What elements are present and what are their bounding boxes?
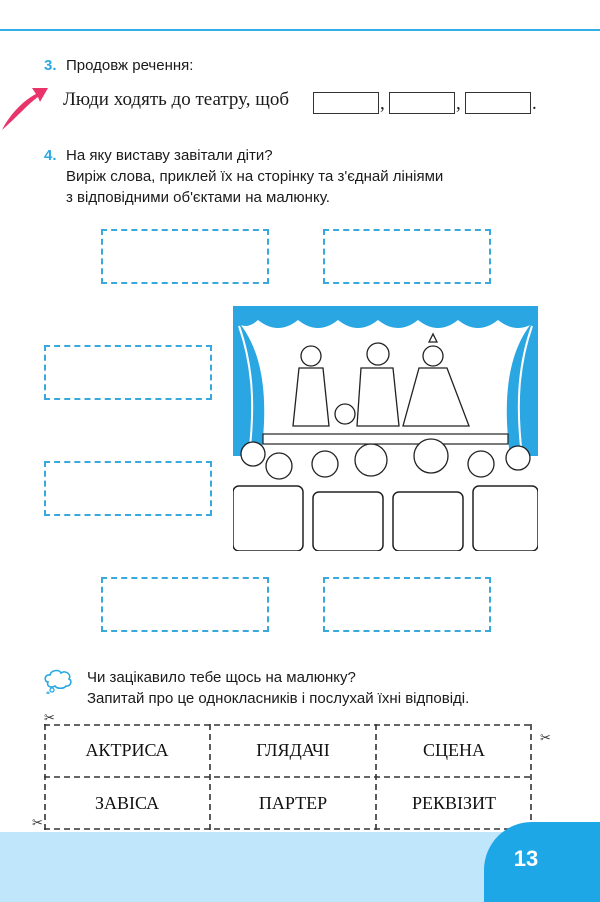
task-4-question: На яку виставу завітали діти? <box>66 147 273 164</box>
word-card-curtain[interactable]: ЗАВІСА <box>94 793 160 813</box>
thought-cloud-icon <box>42 668 74 694</box>
paste-box-4[interactable] <box>44 461 212 516</box>
word-card-audience[interactable]: ГЛЯДАЧІ <box>256 740 330 760</box>
task-3-number: 3. <box>44 57 57 74</box>
scissors-icon: ✂ <box>540 730 551 745</box>
task-3-sentence: Люди ходять до театру, щоб <box>63 89 290 110</box>
word-card-actress[interactable]: АКТРИСА <box>85 740 169 760</box>
paste-box-5[interactable] <box>101 577 269 632</box>
paste-box-1[interactable] <box>101 229 269 284</box>
answer-blank-1[interactable] <box>313 92 379 114</box>
discussion-instruction: Запитай про це однокласників і послухай їхні відповіді. <box>87 690 470 707</box>
word-card-stalls[interactable]: ПАРТЕР <box>258 793 328 813</box>
paste-box-2[interactable] <box>323 229 491 284</box>
word-card-props[interactable]: РЕКВІЗИТ <box>411 793 497 813</box>
page-number: 13 <box>513 846 539 871</box>
paste-box-3[interactable] <box>44 345 212 400</box>
scissors-icon: ✂ <box>44 710 55 725</box>
word-card-stage[interactable]: СЦЕНА <box>423 740 485 760</box>
word-cards-grid <box>44 724 532 830</box>
scissors-icon: ✂ <box>32 815 43 830</box>
task-3-instruction: Продовж речення: <box>66 57 194 74</box>
comma-2: , <box>456 93 461 114</box>
task-4-instruction-line-1: Виріж слова, приклей їх на сторінку та з'єднай лініями <box>66 168 444 185</box>
task-4-number: 4. <box>44 147 57 164</box>
paste-box-6[interactable] <box>323 577 491 632</box>
sentence-period: . <box>532 93 537 114</box>
comma-1: , <box>380 93 385 114</box>
task-4-instruction-line-2: з відповідними об'єктами на малюнку. <box>66 189 330 206</box>
answer-blank-2[interactable] <box>389 92 455 114</box>
pink-arrow-icon <box>0 78 50 134</box>
top-rule <box>0 29 600 31</box>
discussion-question: Чи зацікавило тебе щось на малюнку? <box>87 669 356 686</box>
answer-blank-3[interactable] <box>465 92 531 114</box>
theater-illustration <box>233 306 538 551</box>
